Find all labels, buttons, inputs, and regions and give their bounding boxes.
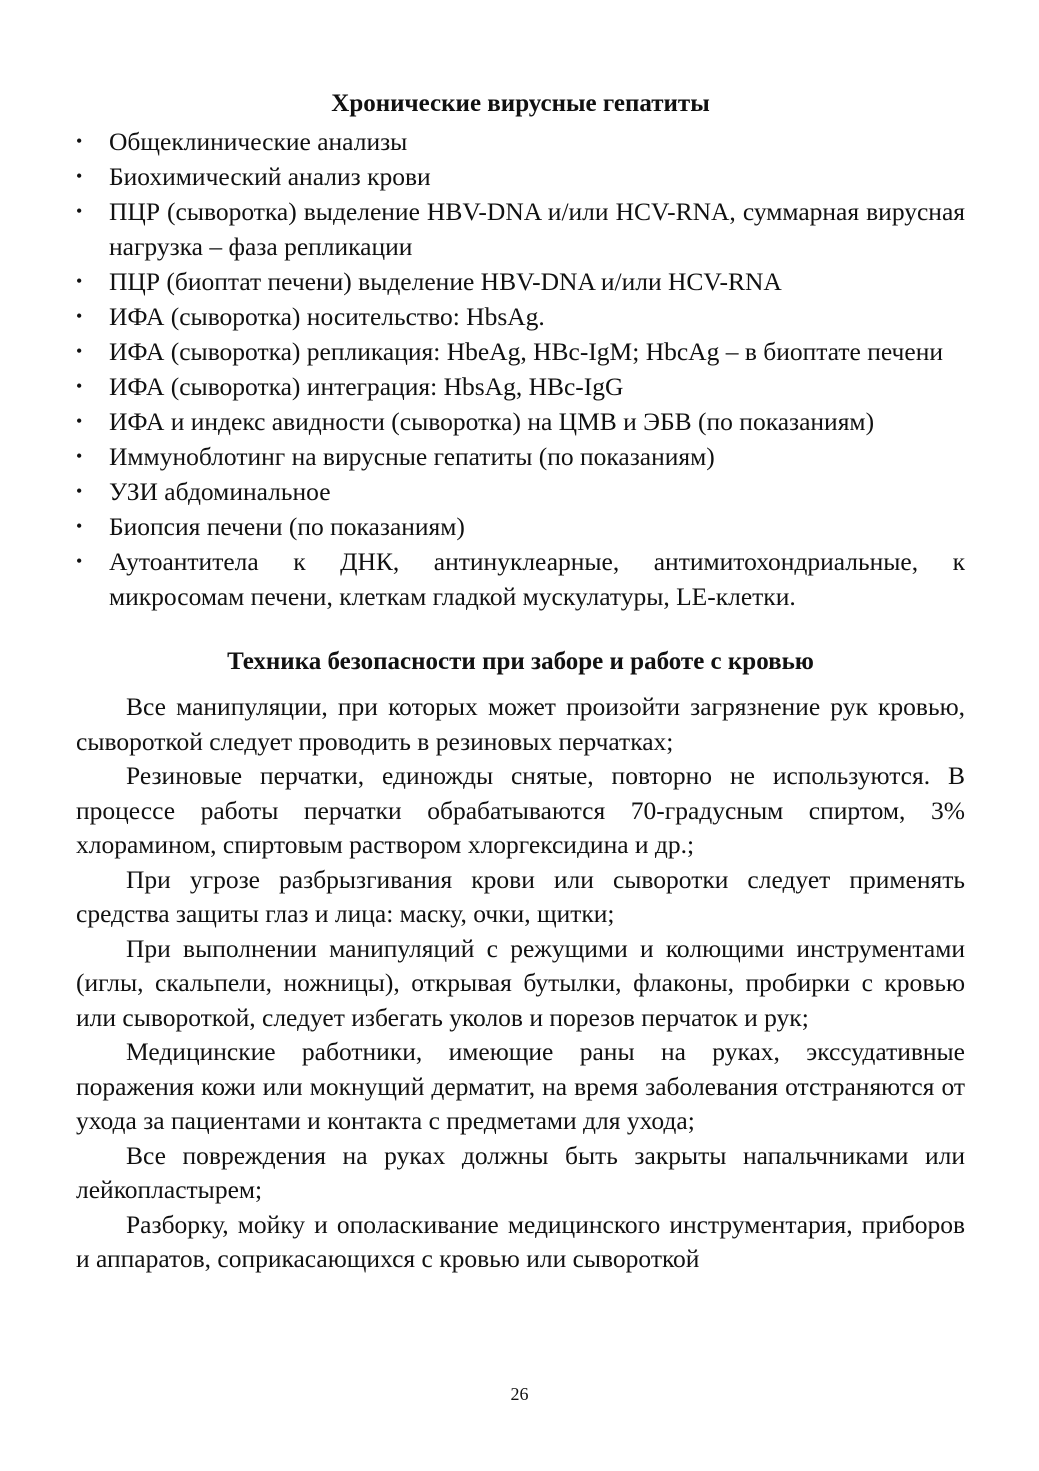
list-item [76,439,965,474]
paragraph: Медицинские работники, имеющие раны на руках, экссудативные поражения кожи или мокнущий дерматит, на время заболевания отстраняются от ухода за пациентами и контакта с предметами для ухода; [76,1037,965,1135]
list-item-text: Общеклинические анализы [109,127,408,156]
list-item-text: ИФА (сыворотка) интеграция: HbsAg, HBc-IgG [109,372,624,401]
list-item-text: ИФА и индекс авидности (сыворотка) на ЦМВ и ЭБВ (по показаниям) [109,407,875,436]
list-item-text: ПЦР (сыворотка) выделение HBV-DNA и/или HCV-RNA, суммарная вирусная нагрузка – фаза репликации [109,197,965,261]
bullet-icon: • [76,341,83,361]
paragraph: При угрозе разбрызгивания крови или сыворотки следует применять средства защиты глаз и лица: маску, очки, щитки; [76,864,965,928]
list-item [76,194,965,264]
list-item-text: ПЦР (биоптат печени) выделение HBV-DNA и/или HCV-RNA [109,267,782,296]
bullet-icon: • [76,516,83,536]
bullet-icon: • [76,131,83,151]
list-item [76,124,965,159]
list-item [76,299,965,334]
list-item [76,474,965,509]
paragraph: Все повреждения на руках должны быть закрыты напальчниками или лейкопластырем; [76,1140,965,1204]
list-item [76,264,965,299]
page-number: 26 [510,1384,529,1404]
document-page [76,84,965,1277]
bullet-icon: • [76,201,83,221]
list-item-text: Иммуноблотинг на вирусные гепатиты (по показаниям) [109,442,715,471]
bullet-icon: • [76,271,83,291]
list-item [76,159,965,194]
list-item-text: ИФА (сыворотка) репликация: HbeAg, HBc-IgM; HbcAg – в биоптате печени [109,337,943,366]
list-item-text: Биохимический анализ крови [109,162,431,191]
list-item [76,544,965,614]
paragraph: Резиновые перчатки, единожды снятые, повторно не используются. В процессе работы перчатки обрабатываются 70-градусным спиртом, 3% хлорамином, спиртовым раствором хлоргексидина и др.; [76,761,965,859]
paragraph: При выполнении манипуляций с режущими и колющими инструментами (иглы, скальпели, ножницы), открывая бутылки, флаконы, пробирки с кровью или сывороткой, следует избегать уколов и порезов перчаток и рук; [76,933,965,1032]
list-item [76,334,965,369]
bullet-icon: • [76,166,83,186]
bullet-icon: • [76,551,83,571]
section-title-blood-safety: Техника безопасности при заборе и работе с кровью [227,648,814,675]
bullet-icon: • [76,306,83,326]
list-item-text: УЗИ абдоминальное [109,477,331,506]
analysis-list [76,124,965,614]
list-item-text: ИФА (сыворотка) носительство: HbsAg. [109,302,545,331]
list-item [76,509,965,544]
list-item-text: Биопсия печени (по показаниям) [109,512,465,541]
paragraph: Все манипуляции, при которых может произойти загрязнение рук кровью, сывороткой следует проводить в резиновых перчатках; [76,692,965,756]
safety-paragraphs [76,690,965,1277]
bullet-icon: • [76,411,83,431]
bullet-icon: • [76,376,83,396]
bullet-icon: • [76,446,83,466]
section-title-chronic-hepatitis: Хронические вирусные гепатиты [331,90,710,117]
paragraph: Разборку, мойку и ополаскивание медицинского инструментария, приборов и аппаратов, соприкасающихся с кровью или сывороткой [76,1209,965,1273]
list-item [76,404,965,439]
list-item [76,369,965,404]
bullet-icon: • [76,481,83,501]
list-item-text: Аутоантитела к ДНК, антинуклеарные, антимитохондриальные, к микросомам печени, клеткам гладкой мускулатуры, LE-клетки. [109,547,965,611]
